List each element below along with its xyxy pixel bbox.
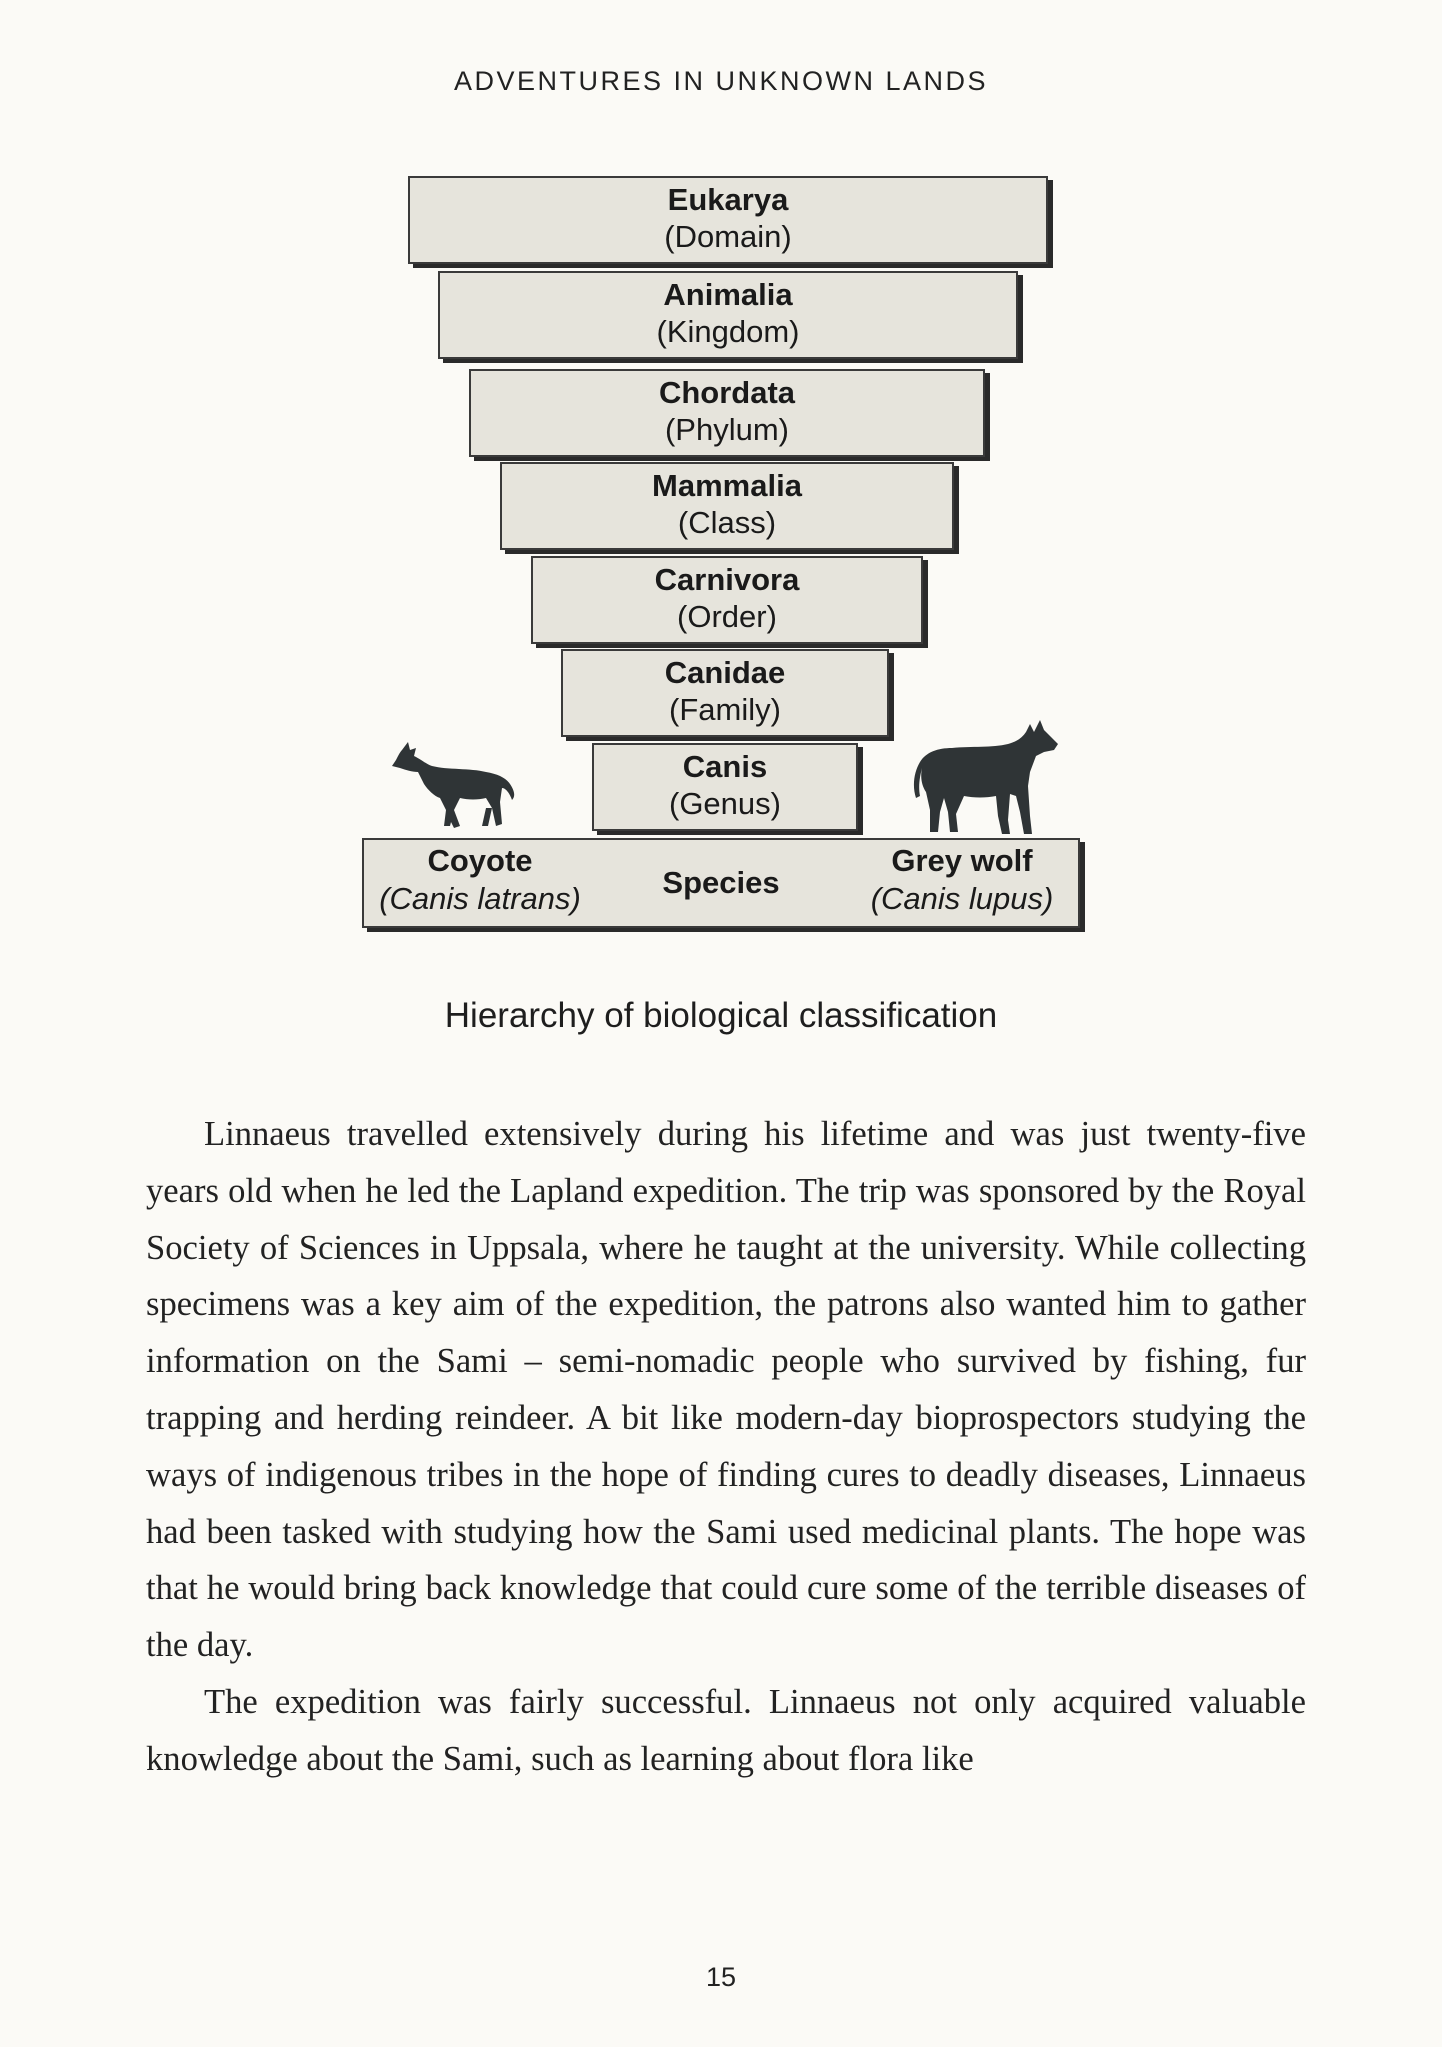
grey-wolf-common-name: Grey wolf	[891, 843, 1033, 878]
paragraph: The expedition was fairly successful. Linnaeus not only acquired valuable knowledge about the Sami, such as learning about flora like	[146, 1682, 1306, 1778]
level-class-rank: (Class)	[677, 505, 777, 540]
level-phylum	[469, 369, 985, 457]
level-family	[561, 649, 889, 737]
grey-wolf-latin-name: (Canis lupus)	[870, 881, 1054, 916]
coyote-latin-name: (Canis latrans)	[379, 881, 581, 916]
level-phylum-name: Chordata	[658, 375, 796, 410]
level-domain-rank: (Domain)	[664, 219, 792, 254]
level-genus-name: Canis	[682, 749, 768, 784]
level-genus	[592, 743, 858, 831]
coyote-common-name: Coyote	[427, 843, 533, 878]
level-order-rank: (Order)	[677, 599, 777, 634]
body-text	[146, 1106, 1306, 1788]
coyote-silhouette-icon	[388, 738, 524, 838]
level-family-name: Canidae	[664, 655, 786, 690]
level-kingdom	[438, 271, 1018, 359]
level-domain-name: Eukarya	[667, 182, 789, 217]
running-head: ADVENTURES IN UNKNOWN LANDS	[453, 66, 989, 96]
level-kingdom-rank: (Kingdom)	[656, 314, 800, 349]
page-number: 15	[705, 1962, 737, 1992]
classification-diagram	[0, 0, 1442, 960]
level-domain	[408, 176, 1048, 264]
level-species	[362, 838, 1080, 928]
paragraph: Linnaeus travelled extensively during his lifetime and was just twenty-five years old when he led the Lapland expedition. The trip was sponsored by the Royal Society of Sciences in Uppsala, where he taught at the university. While collecting specimens was a key aim of the expedition, the patrons also wanted him to gather information on the Sami – semi-nomadic people who survived by fishing, fur trapping and herding reindeer. A bit like modern-day bioprospectors studying the ways of indigenous tribes in the hope of finding cures to deadly diseases, Linnaeus had been tasked with studying how the Sami used medicinal plants. The hope was that he would bring back knowledge that could cure some of the terrible diseases of the day.	[146, 1115, 1306, 1665]
level-genus-rank: (Genus)	[669, 786, 781, 821]
level-kingdom-name: Animalia	[663, 277, 793, 312]
species-grey-wolf	[852, 842, 1072, 918]
wolf-silhouette-icon	[912, 716, 1062, 838]
species-coyote	[370, 842, 590, 918]
figure-caption: Hierarchy of biological classification	[444, 996, 998, 1035]
level-order	[531, 556, 923, 644]
species-rank-label: Species	[662, 865, 780, 900]
level-family-rank: (Family)	[669, 692, 781, 727]
level-order-name: Carnivora	[654, 562, 800, 597]
level-phylum-rank: (Phylum)	[664, 412, 789, 447]
level-class-name: Mammalia	[652, 468, 802, 503]
level-class	[500, 462, 954, 550]
